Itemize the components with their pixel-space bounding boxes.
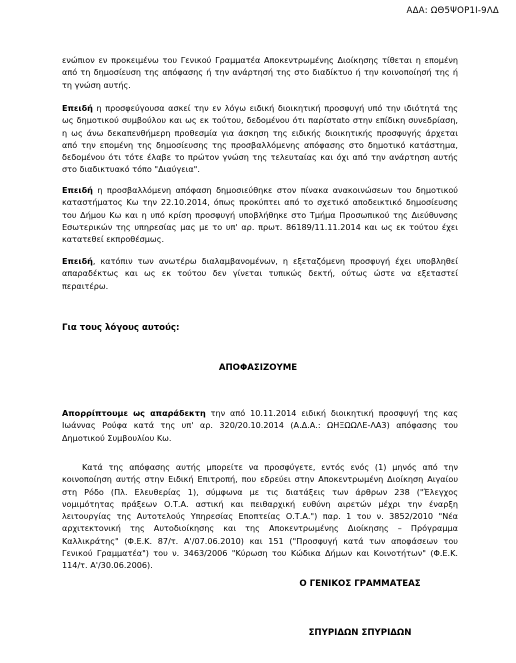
for-reasons-heading: Για τους λόγους αυτούς: bbox=[62, 323, 180, 333]
paragraph-4 bbox=[62, 255, 458, 292]
paragraph-2-text: η προσφεύγουσα ασκεί την εν λόγω ειδική διοικητική προσφυγή υπό την ιδιότητά της ως δημοτικού συμβούλου και ως εκ τούτου, δεδομένου ότι παρίσταto στην επίδικη συνεδρίαση, η ως άνω δεκαπενθήμερη προθεσμία για άσκηση της ειδικής διοικητικής προσφυγής άρχεται από την επομένη της δημοσίευσης της προσβαλλόμενης απόφασης στο δημοτικό κατάστημα, δεδομένου ότι τότε έλαβε το πρώτον γνώση της τελευταίας και όχι από την ανάρτηση αυτής στο διαδικτυακό τόπο "Διαύγεια". bbox=[62, 103, 458, 175]
decision-heading: ΑΠΟΦΑΣΙΖΟΥΜΕ bbox=[218, 363, 298, 373]
paragraph-5-lead: Απορρίπτουμε ως απαράδεκτη bbox=[62, 408, 206, 418]
signature-title: Ο ΓΕΝΙΚΟΣ ΓΡΑΜΜΑΤΕΑΣ bbox=[299, 579, 421, 589]
ada-code: ΑΔΑ: ΩΘ5ΨΟΡ1Ι-9ΛΔ bbox=[406, 6, 499, 16]
paragraph-3-text: η προσβαλλόμενη απόφαση δημοσιεύθηκε στον πίνακα ανακοινώσεων του δημοτικού καταστήματος Κω την 22.10.2014, όπως προκύπτει από το σχετικό αποδεικτικό δημοσίευσης του Δήμου Κω και η υπό κρίση προσφυγή υποβλήθηκε στο Τμήμα Προσωπικού της Διεύθυνσης Εσωτερικών της υπηρεσίας μας με το υπ' αρ. πρωτ. 86189/11.11.2014 και ως εκ τούτου έχει κατατεθεί εκπροθέσμως. bbox=[62, 185, 458, 245]
paragraph-2-lead: Επειδή bbox=[62, 103, 93, 113]
paragraph-1: ενώπιον εν προκειμένω του Γενικού Γραμματέα Αποκεντρωμένης Διοίκησης τίθεται η επομένη από τη δημοσίευση της απόφασης ή την ανάρτησή της στο διαδίκτυο ή την κοινοποίησή της ή τη γνώση αυτής. bbox=[62, 55, 458, 90]
paragraph-4-lead: Επειδή bbox=[62, 256, 93, 266]
signature-name: ΣΠΥΡΙΔΩΝ ΣΠΥΡΙΔΩΝ bbox=[308, 628, 412, 638]
paragraph-3-lead: Επειδή bbox=[62, 185, 93, 195]
paragraph-2 bbox=[62, 102, 458, 176]
paragraph-5-text: την από 10.11.2014 ειδική διοικητική προσφυγή της κας Ιωάννας Ρούφα κατά της υπ' αρ. 320/20.10.2014 (Α.Δ.Α.: ΩΗΞΩΩΛΕ-ΛΑ3) απόφασης του Δημοτικού Συμβουλίου Κω. bbox=[62, 408, 458, 443]
paragraph-3 bbox=[62, 184, 458, 245]
paragraph-4-text: , κατόπιν των ανωτέρω διαλαμβανομένων, η εξεταζόμενη προσφυγή έχει υποβληθεί απαραδέκτως και ως εκ τούτου δεν γίνεται τυπικώς δεκτή, ούτως ώστε να εξεταστεί περαιτέρω. bbox=[62, 256, 458, 291]
paragraph-5 bbox=[62, 407, 458, 444]
paragraph-6: Κατά της απόφασης αυτής μπορείτε να προσφύγετε, εντός ενός (1) μηνός από την κοινοποίηση αυτής στην Ειδική Επιτροπή, που εδρεύει στην Αποκεντρωμένη Διοίκηση Αιγαίου στη Ρόδο (Πλ. Ελευθερίας 1), σύμφωνα με τις διατάξεις των άρθρων 238 ("Έλεγχος νομιμότητας πράξεων Ο.Τ.Α. αστική και πειθαρχική ευθύνη αιρετών μέχρι την έναρξη λειτουργίας της Αυτοτελούς Υπηρεσίας Εποπτείας Ο.Τ.Α.") παρ. 1 του ν. 3852/2010 "Νέα αρχιτεκτονική της Αυτοδιοίκησης και της Αποκεντρωμένης Διοίκησης – Πρόγραμμα Καλλικράτης" (Φ.Ε.Κ. 87/τ. Α'/07.06.2010) και 151 ("Προσφυγή κατά των αποφάσεων του Γενικού Γραμματέα") του ν. 3463/2006 "Κύρωση του Κώδικα Δήμων και Κοινοτήτων" (Φ.Ε.Κ. 114/τ. Α'/30.06.2006). bbox=[62, 462, 458, 571]
